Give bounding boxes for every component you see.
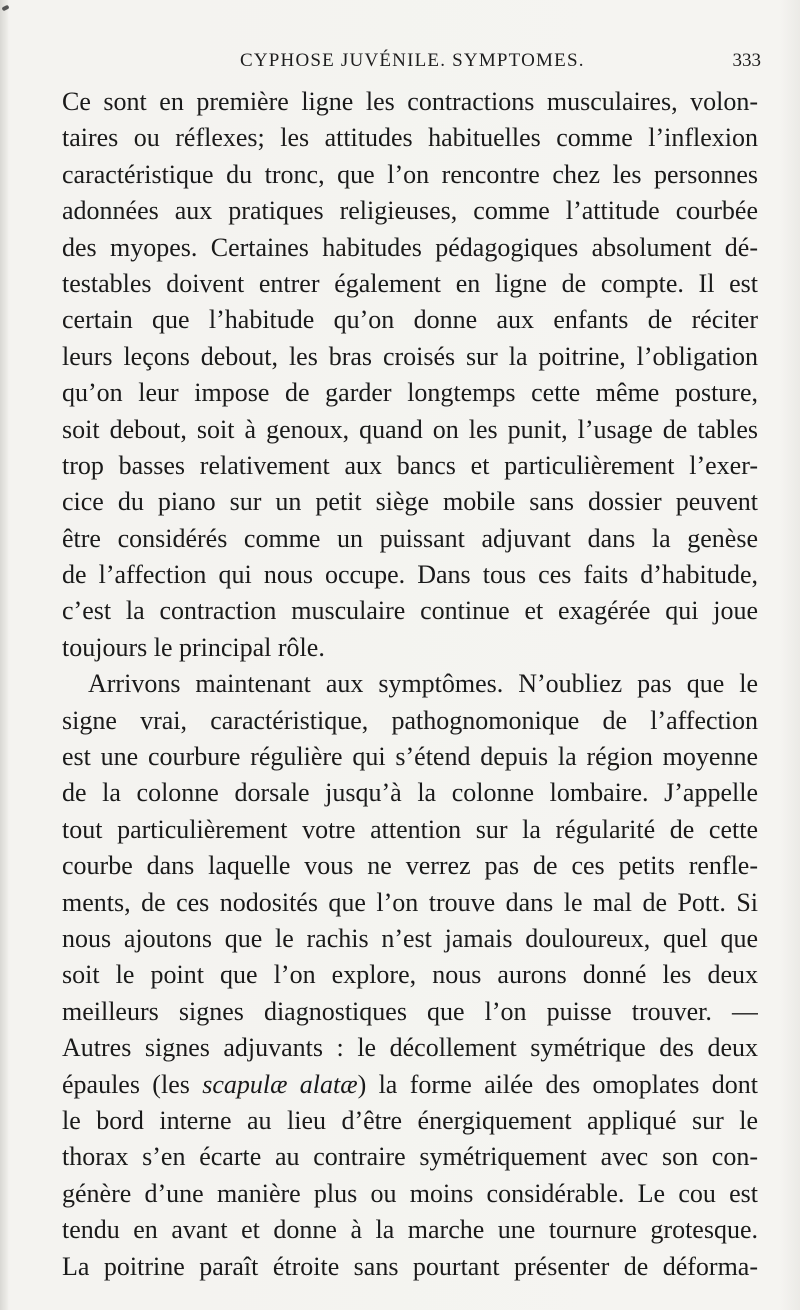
text-line: tout particulièrement votre attention sur la régularité de cette	[62, 814, 758, 844]
text-line: thorax s’en écarte au contraire symétriquement avec son con-	[62, 1142, 758, 1172]
text-line: toujours le principal rôle.	[62, 632, 325, 662]
text-line: génère d’une manière plus ou moins considérable. Le cou est	[62, 1178, 758, 1208]
text-line: est une courbure régulière qui s’étend depuis la région moyenne	[62, 742, 758, 772]
text-line: Arrivons maintenant aux symptômes. N’oubliez pas que le	[88, 669, 758, 699]
text-segment: ) la forme ailée des omoplates dont	[357, 1069, 758, 1099]
text-line: signe vrai, caractéristique, pathognomonique de l’affection	[62, 705, 758, 735]
text-segment: épaules (les	[62, 1069, 203, 1099]
text-line: testables doivent entrer également en ligne de compte. Il est	[62, 268, 758, 298]
text-line: tendu en avant et donne à la marche une tournure grotesque.	[62, 1215, 758, 1245]
text-line: trop basses relativement aux bancs et particulièrement l’exer-	[62, 450, 758, 480]
text-line: adonnées aux pratiques religieuses, comme l’attitude courbée	[62, 196, 758, 226]
text-line: Autres signes adjuvants : le décollement symétrique des deux	[62, 1033, 758, 1063]
text-line: c’est la contraction musculaire continue et exagérée qui joue	[62, 596, 758, 626]
text-line: ments, de ces nodosités que l’on trouve dans le mal de Pott. Si	[62, 887, 758, 917]
body-text	[62, 84, 758, 1285]
page-gutter	[0, 0, 8, 1310]
text-line: meilleurs signes diagnostiques que l’on puisse trouver. —	[62, 996, 758, 1026]
text-line: caractéristique du tronc, que l’on rencontre chez les personnes	[62, 159, 758, 189]
text-line: La poitrine paraît étroite sans pourtant présenter de déforma-	[62, 1251, 758, 1281]
text-line: certain que l’habitude qu’on donne aux enfants de réciter	[62, 305, 758, 335]
text-line: des myopes. Certaines habitudes pédagogiques absolument dé-	[62, 232, 758, 262]
text-line: nous ajoutons que le rachis n’est jamais douloureux, quel que	[62, 923, 758, 953]
latin-term: scapulæ alatæ	[202, 1069, 358, 1099]
running-title: CYPHOSE JUVÉNILE. SYMPTOMES.	[240, 50, 585, 71]
text-line: le bord interne au lieu d’être énergiquement appliqué sur le	[62, 1105, 758, 1135]
text-line: Ce sont en première ligne les contractions musculaires, volon-	[62, 87, 758, 116]
text-line: soit debout, soit à genoux, quand on les punit, l’usage de tables	[62, 414, 758, 444]
text-line: de l’affection qui nous occupe. Dans tous ces faits d’habitude,	[62, 560, 758, 590]
text-line: soit le point que l’on explore, nous aurons donné les deux	[62, 960, 758, 990]
text-line: qu’on leur impose de garder longtemps cette même posture,	[62, 378, 758, 408]
running-head	[60, 50, 765, 80]
text-line-italic	[62, 1067, 758, 1103]
text-line: leurs leçons debout, les bras croisés sur la poitrine, l’obligation	[62, 341, 758, 371]
text-line: taires ou réflexes; les attitudes habituelles comme l’inflexion	[62, 123, 758, 153]
text-line: être considérés comme un puissant adjuvant dans la genèse	[62, 523, 758, 553]
page-number: 333	[732, 50, 761, 71]
text-line: de la colonne dorsale jusqu’à la colonne lombaire. J’appelle	[62, 778, 758, 808]
text-line: cice du piano sur un petit siège mobile sans dossier peuvent	[62, 487, 758, 517]
text-line: courbe dans laquelle vous ne verrez pas de ces petits renfle-	[62, 851, 758, 881]
